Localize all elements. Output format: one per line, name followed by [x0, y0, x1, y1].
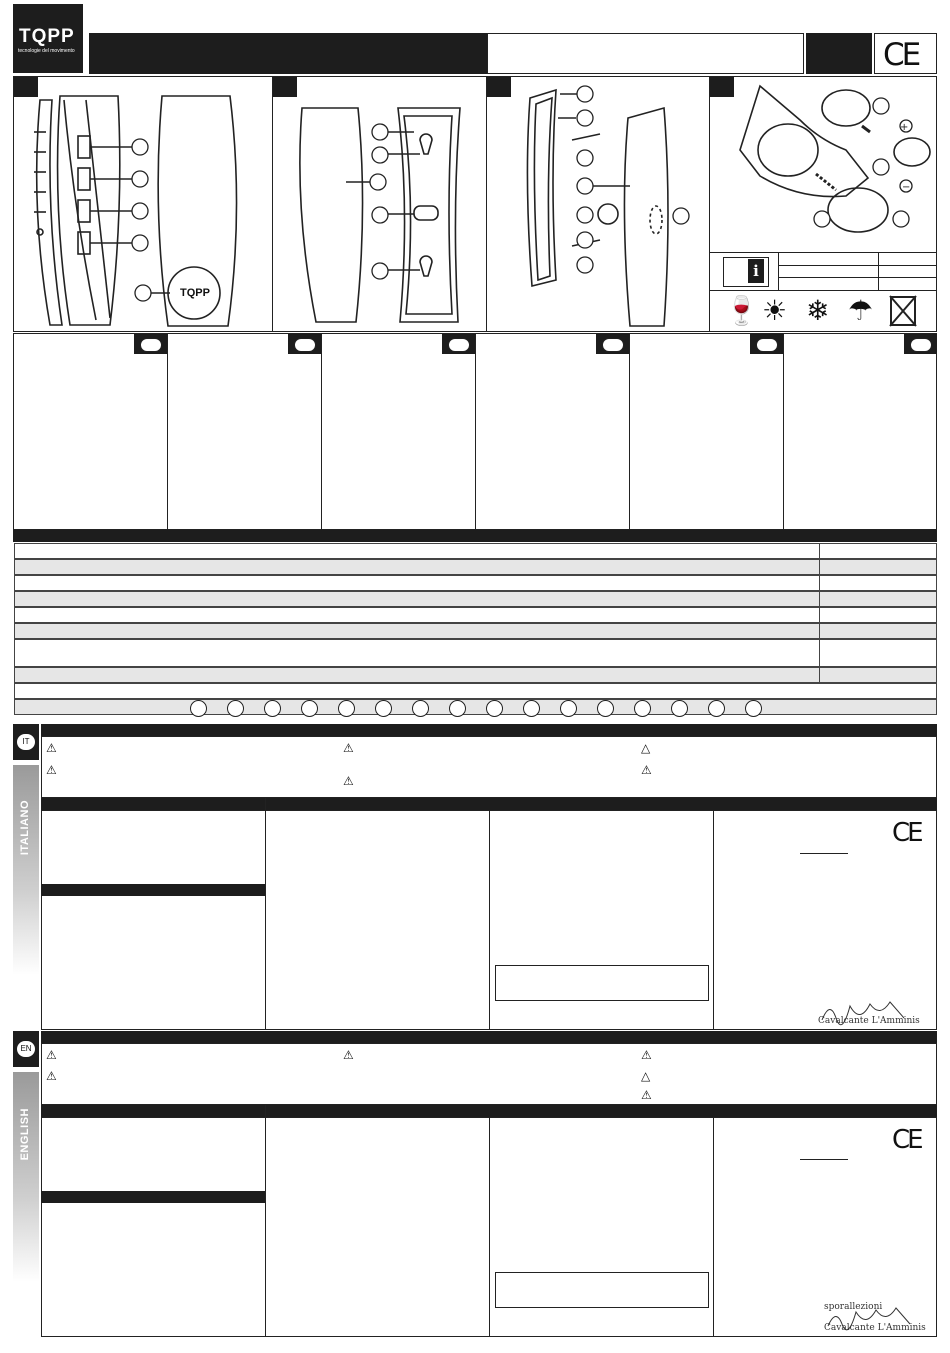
warning-icon: ⚠: [343, 1048, 354, 1062]
en-signature-scribble: [826, 1306, 916, 1330]
table-row: [14, 639, 937, 667]
it-lang-code: IT: [17, 734, 35, 750]
lang-flag-6: [910, 338, 932, 352]
en-note-box: [495, 1272, 709, 1308]
ce-mark: CE: [883, 37, 919, 73]
umbrella-icon: ☂: [848, 294, 874, 327]
warning-icon: ⚠: [343, 774, 354, 788]
fragile-icon: 🍷: [724, 294, 759, 327]
warning-icon: ⚠: [641, 1088, 652, 1102]
warning-icon: ⚠: [46, 741, 57, 755]
it-warnings: [41, 736, 937, 798]
lang-flag-5: [756, 338, 778, 352]
it-col-header: [41, 798, 937, 810]
en-lang-tab: [13, 1031, 39, 1067]
it-signature-scribble: [820, 998, 910, 1026]
it-lang-name: ITALIANO: [19, 800, 31, 856]
svg-text:+: +: [900, 122, 909, 133]
info-symbol: i: [748, 259, 764, 283]
en-side-band: [13, 1072, 39, 1282]
caution-icon: △: [641, 1069, 651, 1083]
it-signature: Cavalcante L'Amminis: [818, 1016, 920, 1026]
warning-icon: ⚠: [46, 763, 57, 777]
lang-flag-3: [448, 338, 470, 352]
it-subheader: [41, 884, 265, 896]
lang-flag-2: [294, 338, 316, 352]
lang-flag-1: [140, 338, 162, 352]
table-row: [14, 559, 937, 575]
en-warnings: [41, 1043, 937, 1105]
warning-icon: ⚠: [46, 1048, 57, 1062]
svg-text:−: −: [902, 182, 911, 193]
remote-front-drawing: [0, 0, 950, 340]
warning-icon: ⚠: [641, 1048, 652, 1062]
warning-icon: ⚠: [46, 1069, 57, 1083]
remote-logo-text: TQPP: [180, 287, 210, 299]
it-side-band: [13, 765, 39, 975]
it-lang-tab: [13, 724, 39, 760]
logo-text: TQPP: [19, 26, 75, 47]
table-row: [14, 623, 937, 639]
en-signature-above: sporallezioni: [824, 1302, 883, 1312]
spec-table-header: [13, 530, 937, 542]
en-col-header: [41, 1105, 937, 1117]
numbered-circles-row: [14, 699, 937, 715]
info-book-icon: [723, 257, 769, 287]
sun-icon: ☀: [762, 294, 788, 327]
table-row: [14, 591, 937, 607]
table-row: [14, 543, 937, 559]
it-ce-mark: CE: [892, 818, 921, 848]
en-lang-name: ENGLISH: [19, 1108, 31, 1161]
warning-icon: ⚠: [343, 741, 354, 755]
table-row: [14, 607, 937, 623]
it-note-box: [495, 965, 709, 1001]
snowflake-icon: ❄: [806, 294, 830, 327]
it-section-header: [41, 724, 937, 736]
en-section-header: [41, 1031, 937, 1043]
en-subheader: [41, 1191, 265, 1203]
lang-flag-4: [602, 338, 624, 352]
table-row: [14, 683, 937, 699]
en-ce-mark: CE: [892, 1125, 921, 1155]
table-row: [14, 575, 937, 591]
warning-icon: ⚠: [641, 763, 652, 777]
weee-bin-icon: [890, 296, 916, 326]
caution-icon: △: [641, 741, 651, 755]
en-lang-code: EN: [17, 1041, 35, 1057]
table-row: [14, 667, 937, 683]
logo-tagline: tecnologie del movimento: [18, 48, 75, 54]
en-signature: Cavalcante L'Amminis: [824, 1323, 926, 1333]
